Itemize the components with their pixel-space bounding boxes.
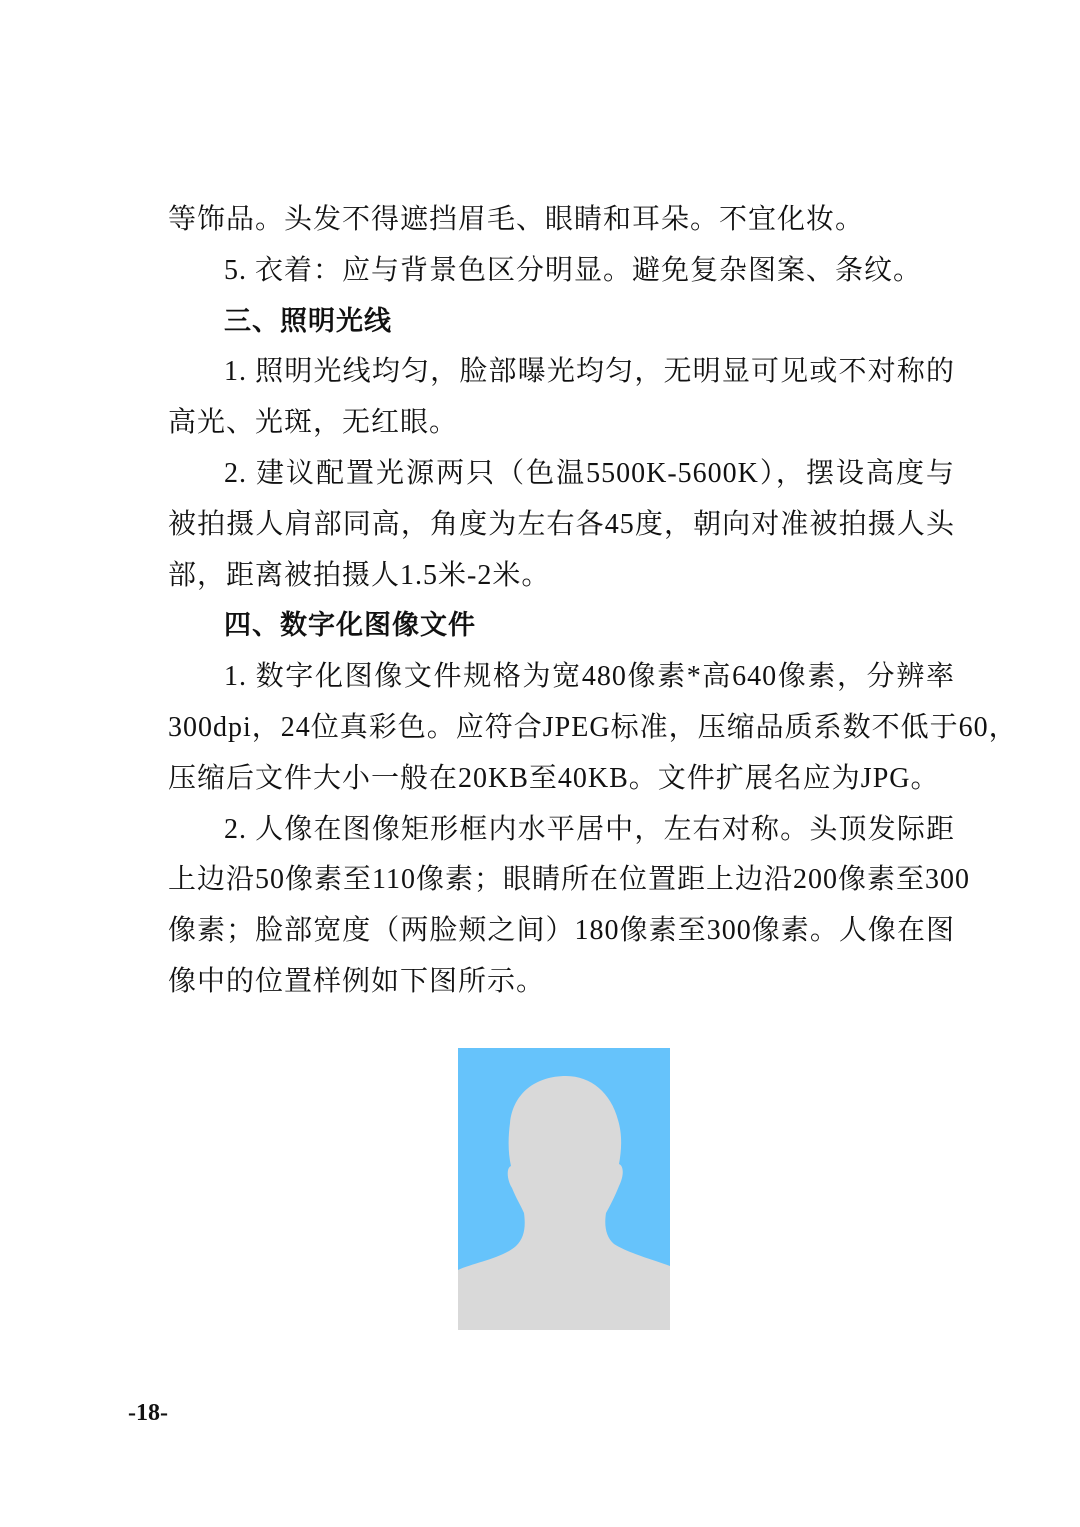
- text-line: 上边沿50像素至110像素；眼睛所在位置距上边沿200像素至300: [168, 864, 970, 896]
- text-line: 1. 数字化图像文件规格为宽480像素*高640像素，分辨率: [224, 661, 955, 693]
- text-line: 2. 人像在图像矩形框内水平居中，左右对称。头顶发际距: [224, 813, 955, 845]
- text-line: 部，距离被拍摄人1.5米-2米。: [168, 559, 551, 591]
- text-line: 像素；脸部宽度（两脸颊之间）180像素至300像素。人像在图: [168, 915, 955, 947]
- text-line: 等饰品。头发不得遮挡眉毛、眼睛和耳朵。不宜化妆。: [168, 204, 865, 235]
- person-silhouette-icon: [458, 1048, 670, 1330]
- text-line: 300dpi，24位真彩色。应符合JPEG标准，压缩品质系数不低于60，: [168, 711, 1018, 743]
- text-line: 像中的位置样例如下图所示。: [168, 965, 546, 997]
- text-line: 5. 衣着：应与背景色区分明显。避免复杂图案、条纹。: [224, 254, 923, 286]
- text-line: 压缩后文件大小一般在20KB至40KB。文件扩展名应为JPG。: [168, 762, 940, 794]
- text-line: 被拍摄人肩部同高，角度为左右各45度，朝向对准被拍摄人头: [168, 508, 955, 540]
- text-line: 1. 照明光线均匀，脸部曝光均匀，无明显可见或不对称的: [224, 356, 955, 388]
- text-line: 2. 建议配置光源两只（色温5500K-5600K），摆设高度与: [224, 457, 955, 489]
- text-line: 高光、光斑，无红眼。: [168, 407, 459, 439]
- sample-portrait-image: [458, 1048, 670, 1330]
- section-heading: 四、数字化图像文件: [224, 610, 476, 642]
- section-heading: 三、照明光线: [224, 305, 392, 337]
- page-number: -18-: [128, 1400, 168, 1426]
- document-body: [168, 195, 1018, 1008]
